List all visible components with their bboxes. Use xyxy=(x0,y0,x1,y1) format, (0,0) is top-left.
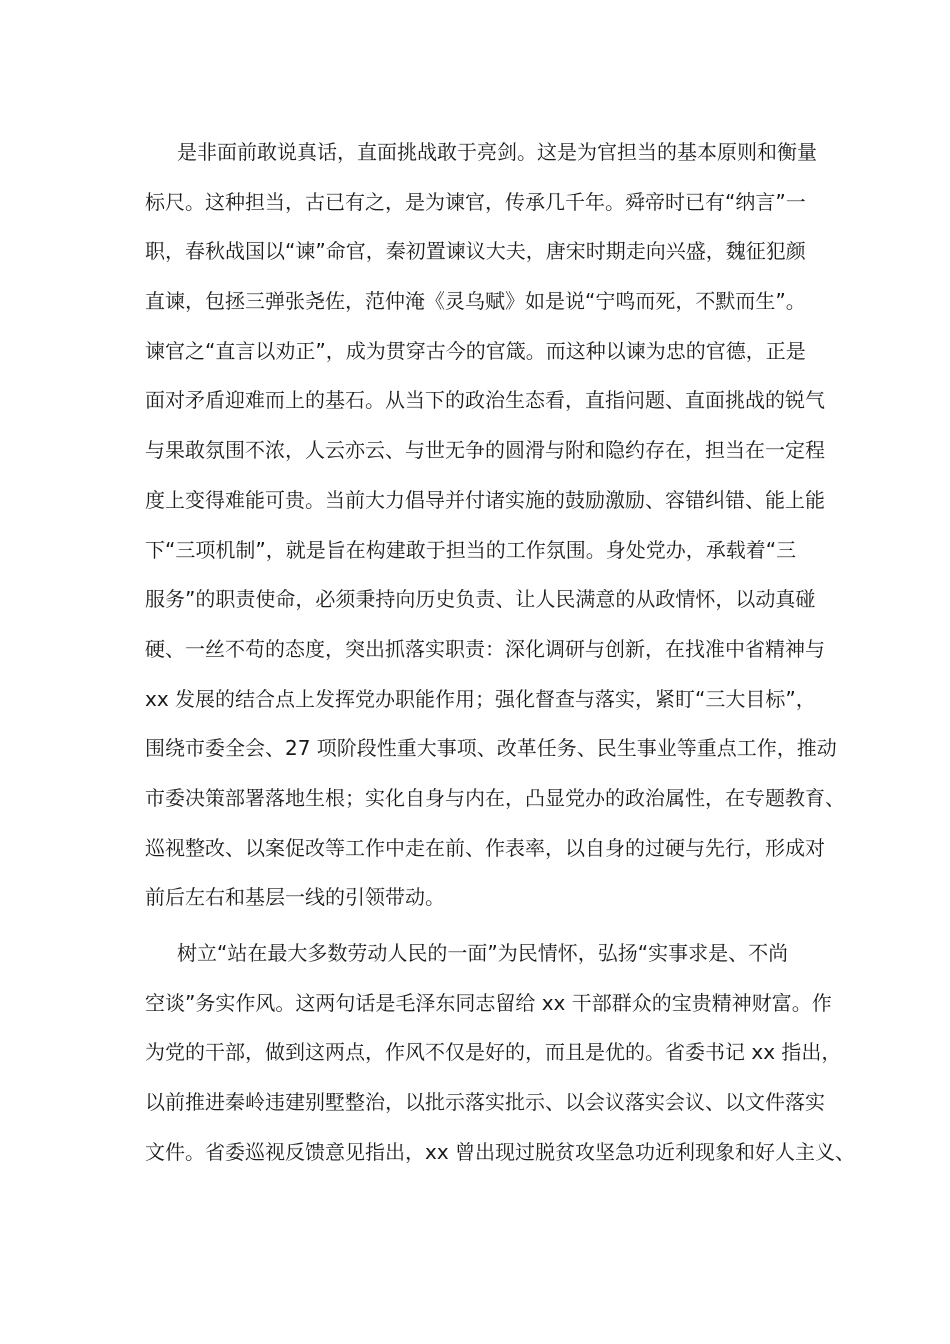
paragraph-line: 文件。省委巡视反馈意见指出，xx 曾出现过脱贫攻坚急功近利现象和好人主义、 xyxy=(145,1139,856,1164)
paragraph-line: 围绕市委全会、27 项阶段性重大事项、改革任务、民生事业等重点工作，推动 xyxy=(145,736,837,761)
paragraph-line: xx 发展的结合点上发挥党办职能作用；强化督查与落实，紧盯“三大目标”， xyxy=(145,686,816,711)
paragraph-line: 直谏，包拯三弹张尧佐，范仲淹《灵乌赋》如是说“宁鸣而死，不默而生”。 xyxy=(145,289,806,314)
paragraph-line: 市委决策部署落地生根；实化自身与内在，凸显党办的政治属性，在专题教育、 xyxy=(145,785,845,810)
paragraph-line: 标尺。这种担当，古已有之，是为谏官，传承几千年。舜帝时已有“纳言”一 xyxy=(145,189,806,214)
paragraph-2 xyxy=(145,929,856,1177)
paragraph-line: 度上变得难能可贵。当前大力倡导并付诸实施的鼓励激励、容错纠错、能上能 xyxy=(145,487,825,512)
paragraph-line: 是非面前敢说真话，直面挑战敢于亮剑。这是为官担当的基本原则和衡量 xyxy=(177,140,817,164)
paragraph-line: 职，春秋战国以“谏”命官，秦初置谏议大夫，唐宋时期走向兴盛，魏征犯颜 xyxy=(145,239,806,264)
paragraph-line: 空谈”务实作风。这两句话是毛泽东同志留给 xx 干部群众的宝贵精神财富。作 xyxy=(145,990,832,1015)
paragraph-line: 服务”的职责使命，必须秉持向历史负责、让人民满意的从政情怀，以动真碰 xyxy=(145,587,816,612)
paragraph-line: 树立“站在最大多数劳动人民的一面”为民情怀，弘扬“实事求是、不尚 xyxy=(177,941,789,965)
paragraph-line: 巡视整改、以案促改等工作中走在前、作表率，以自身的过硬与先行，形成对 xyxy=(145,835,825,860)
paragraph-line: 谏官之“直言以劝正”，成为贯穿古今的官箴。而这种以谏为忠的官德，正是 xyxy=(145,338,806,363)
document-body xyxy=(145,128,856,1177)
paragraph-line: 前后左右和基层一线的引领带动。 xyxy=(145,885,445,910)
paragraph-line: 下“三项机制”，就是旨在构建敢于担当的工作氛围。身处党办，承载着“三 xyxy=(145,537,797,562)
paragraph-line: 与果敢氛围不浓，人云亦云、与世无争的圆滑与附和隐约存在，担当在一定程 xyxy=(145,438,825,463)
paragraph-line: 硬、一丝不苟的态度，突出抓落实职责：深化调研与创新，在找准中省精神与 xyxy=(145,636,825,661)
paragraph-line: 面对矛盾迎难而上的基石。从当下的政治生态看，直指问题、直面挑战的锐气 xyxy=(145,388,825,413)
paragraph-line: 为党的干部，做到这两点，作风不仅是好的，而且是优的。省委书记 xx 指出， xyxy=(145,1040,842,1065)
paragraph-1 xyxy=(145,128,845,923)
paragraph-line: 以前推进秦岭违建别墅整治，以批示落实批示、以会议落实会议、以文件落实 xyxy=(145,1090,825,1115)
